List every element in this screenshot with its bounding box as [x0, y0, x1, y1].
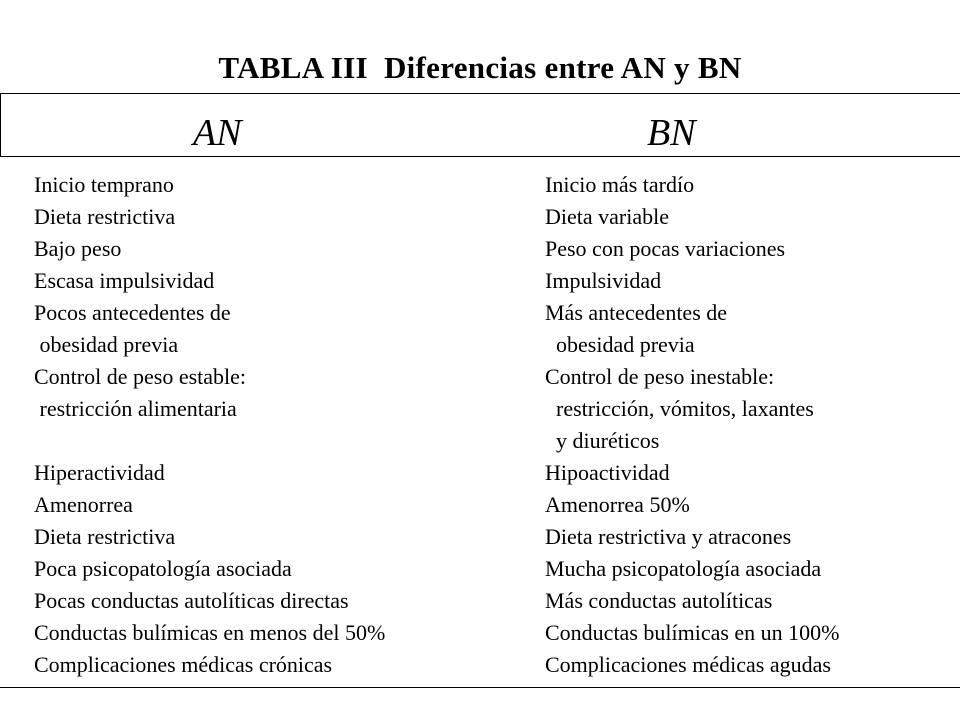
bn-row: Peso con pocas variaciones [545, 236, 786, 261]
column-header-bn: BN [647, 112, 696, 154]
an-row: Bajo peso [34, 236, 122, 261]
an-row: Dieta restrictiva [34, 204, 176, 229]
bn-row: Hipoactividad [545, 460, 670, 485]
table-bottom-rule [0, 687, 960, 688]
bn-row: y diuréticos [545, 428, 660, 453]
header-top-rule [0, 93, 960, 94]
bn-row: restricción, vómitos, laxantes [545, 396, 814, 421]
bn-row: Dieta variable [545, 204, 669, 229]
bn-row: Más conductas autolíticas [545, 588, 773, 613]
bn-row: Dieta restrictiva y atracones [545, 524, 792, 549]
an-row: Inicio temprano [34, 172, 174, 197]
an-row: Control de peso estable: [34, 364, 247, 389]
bn-row: obesidad previa [545, 332, 695, 357]
an-row: Dieta restrictiva [34, 524, 176, 549]
header-bottom-rule [0, 156, 960, 157]
bn-row: Complicaciones médicas agudas [545, 652, 831, 677]
header-left-rule [0, 93, 1, 156]
bn-row: Amenorrea 50% [545, 492, 690, 517]
an-row: Poca psicopatología asociada [34, 556, 292, 581]
bn-row: Impulsividad [545, 268, 662, 293]
bn-row: Más antecedentes de [545, 300, 728, 325]
an-row: Hiperactividad [34, 460, 165, 485]
bn-row: Conductas bulímicas en un 100% [545, 620, 840, 645]
an-row: obesidad previa [34, 332, 179, 357]
an-row: Escasa impulsividad [34, 268, 215, 293]
an-row: Conductas bulímicas en menos del 50% [34, 620, 386, 645]
an-row: restricción alimentaria [34, 396, 237, 421]
an-row: Amenorrea [34, 492, 133, 517]
table-title: TABLA III Diferencias entre AN y BN [218, 50, 742, 85]
bn-row: Mucha psicopatología asociada [545, 556, 822, 581]
bn-row: Control de peso inestable: [545, 364, 775, 389]
an-row-empty [34, 425, 514, 457]
an-row: Complicaciones médicas crónicas [34, 652, 333, 677]
an-row: Pocas conductas autolíticas directas [34, 588, 349, 613]
bn-column [545, 169, 955, 681]
an-row: Pocos antecedentes de [34, 300, 231, 325]
bn-row: Inicio más tardío [545, 172, 695, 197]
an-column [34, 169, 514, 681]
column-header-an: AN [193, 112, 242, 154]
